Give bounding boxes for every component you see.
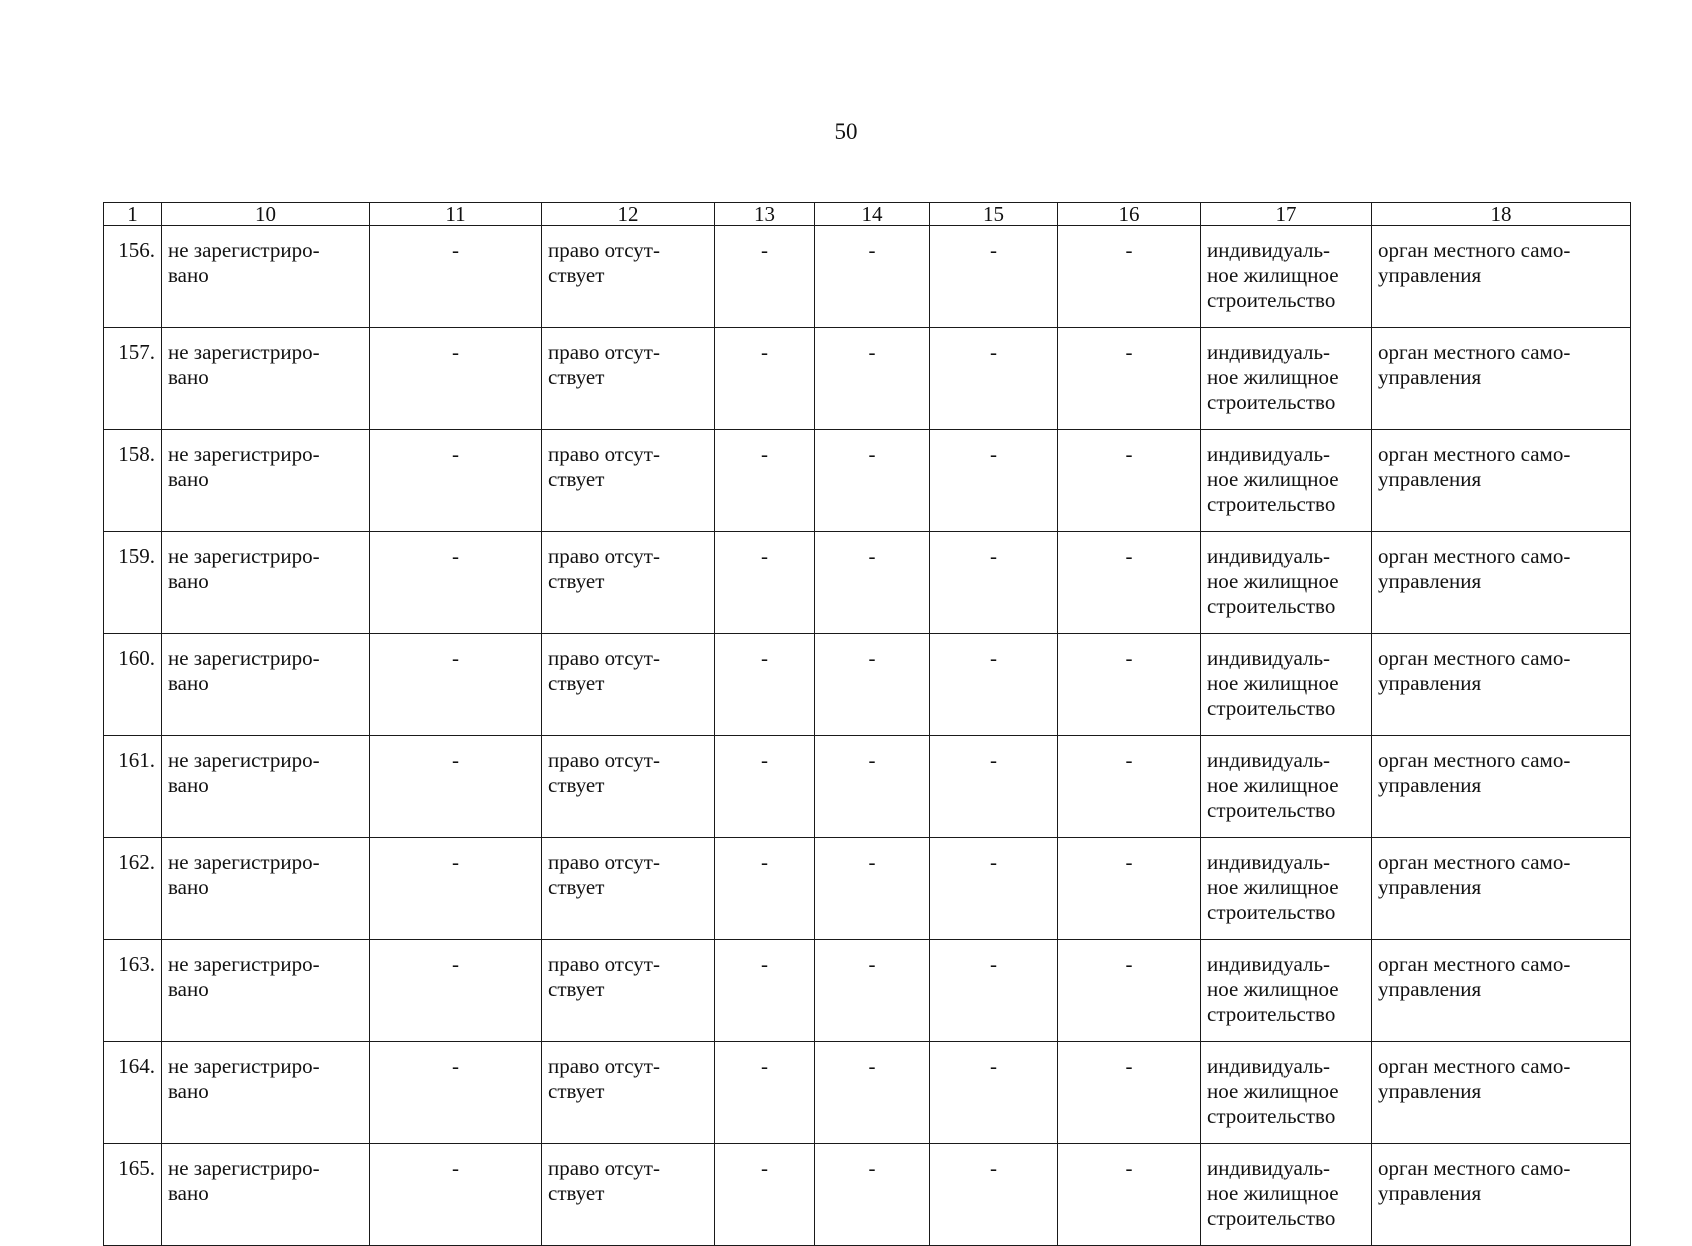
cell-col-14: - <box>815 430 930 532</box>
cell-line: не зарегистриро- <box>168 1156 320 1180</box>
cell-line: не зарегистриро- <box>168 544 320 568</box>
cell-line: строительство <box>1207 798 1336 822</box>
cell-line: ное жилищное <box>1207 671 1339 695</box>
cell-line: ствует <box>548 977 605 1001</box>
cell-line: право отсут- <box>548 442 660 466</box>
cell-col-14: - <box>815 328 930 430</box>
cell-col-16: - <box>1058 838 1201 940</box>
row-number: 164. <box>104 1042 162 1144</box>
cell-line: ное жилищное <box>1207 467 1339 491</box>
cell-line: вано <box>168 671 209 695</box>
cell-line: не зарегистриро- <box>168 646 320 670</box>
column-header: 13 <box>715 203 815 226</box>
right-status <box>542 1144 715 1246</box>
cell-line: не зарегистриро- <box>168 748 320 772</box>
column-header: 18 <box>1372 203 1631 226</box>
authority <box>1372 532 1631 634</box>
cell-line: право отсут- <box>548 238 660 262</box>
cell-col-14: - <box>815 532 930 634</box>
row-number: 160. <box>104 634 162 736</box>
row-number: 157. <box>104 328 162 430</box>
cell-line: управления <box>1378 773 1482 797</box>
registration-status <box>162 940 370 1042</box>
land-use-purpose <box>1201 634 1372 736</box>
cell-line: орган местного само- <box>1378 1156 1571 1180</box>
cell-line: орган местного само- <box>1378 952 1571 976</box>
cell-col-11: - <box>370 634 542 736</box>
cell-line: право отсут- <box>548 544 660 568</box>
page-number: 50 <box>834 119 858 144</box>
header-row <box>104 203 1631 226</box>
cell-col-15: - <box>930 328 1058 430</box>
cell-col-14: - <box>815 226 930 328</box>
column-header: 16 <box>1058 203 1201 226</box>
cell-col-15: - <box>930 940 1058 1042</box>
cell-col-14: - <box>815 736 930 838</box>
cell-line: строительство <box>1207 900 1336 924</box>
cell-line: ное жилищное <box>1207 773 1339 797</box>
cell-line: орган местного само- <box>1378 646 1571 670</box>
cell-line: ствует <box>548 671 605 695</box>
cell-line: управления <box>1378 1181 1482 1205</box>
authority <box>1372 1144 1631 1246</box>
cell-col-16: - <box>1058 940 1201 1042</box>
cell-line: управления <box>1378 569 1482 593</box>
cell-col-15: - <box>930 1144 1058 1246</box>
cell-line: вано <box>168 569 209 593</box>
cell-line: индивидуаль- <box>1207 238 1331 262</box>
cell-line: право отсут- <box>548 646 660 670</box>
cell-line: право отсут- <box>548 952 660 976</box>
cell-line: вано <box>168 875 209 899</box>
right-status <box>542 1042 715 1144</box>
cell-line: орган местного само- <box>1378 544 1571 568</box>
authority <box>1372 226 1631 328</box>
land-use-purpose <box>1201 736 1372 838</box>
registration-status <box>162 430 370 532</box>
cell-line: индивидуаль- <box>1207 952 1331 976</box>
table-row <box>104 430 1631 532</box>
cell-col-13: - <box>715 430 815 532</box>
cell-col-11: - <box>370 940 542 1042</box>
cell-col-14: - <box>815 838 930 940</box>
registration-status <box>162 634 370 736</box>
cell-line: ствует <box>548 773 605 797</box>
table-row <box>104 838 1631 940</box>
row-number: 163. <box>104 940 162 1042</box>
registration-status <box>162 226 370 328</box>
land-use-purpose <box>1201 430 1372 532</box>
cell-col-16: - <box>1058 328 1201 430</box>
cell-col-13: - <box>715 736 815 838</box>
cell-line: вано <box>168 365 209 389</box>
cell-col-16: - <box>1058 1144 1201 1246</box>
authority <box>1372 736 1631 838</box>
authority <box>1372 328 1631 430</box>
row-number: 165. <box>104 1144 162 1246</box>
row-number: 162. <box>104 838 162 940</box>
land-use-purpose <box>1201 1144 1372 1246</box>
cell-col-15: - <box>930 226 1058 328</box>
cell-col-15: - <box>930 430 1058 532</box>
land-use-purpose <box>1201 532 1372 634</box>
cell-col-16: - <box>1058 532 1201 634</box>
cell-col-11: - <box>370 838 542 940</box>
table-row <box>104 1042 1631 1144</box>
cell-line: строительство <box>1207 1002 1336 1026</box>
cell-col-13: - <box>715 226 815 328</box>
registration-status <box>162 1042 370 1144</box>
cell-col-11: - <box>370 1042 542 1144</box>
row-number: 156. <box>104 226 162 328</box>
cell-line: ное жилищное <box>1207 569 1339 593</box>
right-status <box>542 328 715 430</box>
cell-line: индивидуаль- <box>1207 1054 1331 1078</box>
cell-line: управления <box>1378 875 1482 899</box>
table-row <box>104 1144 1631 1246</box>
column-header: 1 <box>104 203 162 226</box>
cell-col-14: - <box>815 940 930 1042</box>
land-use-purpose <box>1201 940 1372 1042</box>
cell-col-13: - <box>715 1144 815 1246</box>
right-status <box>542 634 715 736</box>
cell-line: индивидуаль- <box>1207 850 1331 874</box>
right-status <box>542 940 715 1042</box>
cell-col-15: - <box>930 634 1058 736</box>
cell-col-16: - <box>1058 1042 1201 1144</box>
cell-line: строительство <box>1207 594 1336 618</box>
registration-status <box>162 736 370 838</box>
cell-line: индивидуаль- <box>1207 748 1331 772</box>
cell-col-13: - <box>715 838 815 940</box>
authority <box>1372 430 1631 532</box>
right-status <box>542 838 715 940</box>
cell-line: строительство <box>1207 288 1336 312</box>
cell-line: орган местного само- <box>1378 1054 1571 1078</box>
cell-col-14: - <box>815 1144 930 1246</box>
cell-line: орган местного само- <box>1378 850 1571 874</box>
cell-line: право отсут- <box>548 1156 660 1180</box>
cell-line: строительство <box>1207 492 1336 516</box>
column-header: 10 <box>162 203 370 226</box>
table-row <box>104 736 1631 838</box>
cell-line: ствует <box>548 263 605 287</box>
cell-col-13: - <box>715 1042 815 1144</box>
cell-line: индивидуаль- <box>1207 544 1331 568</box>
cell-col-15: - <box>930 736 1058 838</box>
cell-line: не зарегистриро- <box>168 850 320 874</box>
cell-line: управления <box>1378 671 1482 695</box>
column-header: 17 <box>1201 203 1372 226</box>
cell-col-11: - <box>370 532 542 634</box>
registry-table <box>103 202 1631 1246</box>
cell-line: вано <box>168 1181 209 1205</box>
registration-status <box>162 838 370 940</box>
cell-line: управления <box>1378 365 1482 389</box>
authority <box>1372 838 1631 940</box>
cell-col-13: - <box>715 940 815 1042</box>
column-header: 12 <box>542 203 715 226</box>
table-body <box>104 226 1631 1246</box>
cell-line: право отсут- <box>548 340 660 364</box>
table-row <box>104 328 1631 430</box>
cell-line: вано <box>168 263 209 287</box>
cell-line: индивидуаль- <box>1207 340 1331 364</box>
cell-line: орган местного само- <box>1378 748 1571 772</box>
table-row <box>104 940 1631 1042</box>
cell-col-13: - <box>715 328 815 430</box>
cell-col-13: - <box>715 532 815 634</box>
cell-line: орган местного само- <box>1378 238 1571 262</box>
land-use-purpose <box>1201 226 1372 328</box>
right-status <box>542 532 715 634</box>
right-status <box>542 736 715 838</box>
cell-line: не зарегистриро- <box>168 442 320 466</box>
cell-line: право отсут- <box>548 850 660 874</box>
cell-line: управления <box>1378 977 1482 1001</box>
cell-line: ствует <box>548 569 605 593</box>
authority <box>1372 1042 1631 1144</box>
cell-line: индивидуаль- <box>1207 646 1331 670</box>
cell-col-14: - <box>815 634 930 736</box>
cell-col-11: - <box>370 736 542 838</box>
cell-line: орган местного само- <box>1378 340 1571 364</box>
column-header: 11 <box>370 203 542 226</box>
cell-col-11: - <box>370 328 542 430</box>
table-row <box>104 634 1631 736</box>
cell-line: ствует <box>548 1079 605 1103</box>
cell-col-11: - <box>370 226 542 328</box>
cell-col-13: - <box>715 634 815 736</box>
cell-line: ное жилищное <box>1207 1181 1339 1205</box>
cell-col-11: - <box>370 1144 542 1246</box>
cell-line: ствует <box>548 875 605 899</box>
cell-line: не зарегистриро- <box>168 952 320 976</box>
row-number: 159. <box>104 532 162 634</box>
cell-line: ное жилищное <box>1207 365 1339 389</box>
cell-line: управления <box>1378 263 1482 287</box>
cell-col-16: - <box>1058 430 1201 532</box>
cell-line: строительство <box>1207 390 1336 414</box>
cell-col-14: - <box>815 1042 930 1144</box>
row-number: 161. <box>104 736 162 838</box>
table-row <box>104 532 1631 634</box>
authority <box>1372 634 1631 736</box>
column-header: 15 <box>930 203 1058 226</box>
cell-line: ствует <box>548 1181 605 1205</box>
cell-col-15: - <box>930 1042 1058 1144</box>
cell-line: ное жилищное <box>1207 263 1339 287</box>
registration-status <box>162 328 370 430</box>
column-header: 14 <box>815 203 930 226</box>
cell-line: вано <box>168 977 209 1001</box>
land-use-purpose <box>1201 838 1372 940</box>
cell-line: не зарегистриро- <box>168 238 320 262</box>
land-use-purpose <box>1201 1042 1372 1144</box>
row-number: 158. <box>104 430 162 532</box>
table-row <box>104 226 1631 328</box>
cell-col-16: - <box>1058 736 1201 838</box>
right-status <box>542 430 715 532</box>
cell-col-15: - <box>930 532 1058 634</box>
cell-line: индивидуаль- <box>1207 1156 1331 1180</box>
cell-line: право отсут- <box>548 748 660 772</box>
cell-line: ное жилищное <box>1207 875 1339 899</box>
cell-line: строительство <box>1207 696 1336 720</box>
cell-col-16: - <box>1058 226 1201 328</box>
cell-line: строительство <box>1207 1206 1336 1230</box>
cell-line: вано <box>168 1079 209 1103</box>
cell-line: орган местного само- <box>1378 442 1571 466</box>
cell-line: управления <box>1378 1079 1482 1103</box>
cell-line: ное жилищное <box>1207 977 1339 1001</box>
cell-line: ное жилищное <box>1207 1079 1339 1103</box>
authority <box>1372 940 1631 1042</box>
right-status <box>542 226 715 328</box>
cell-line: строительство <box>1207 1104 1336 1128</box>
cell-col-15: - <box>930 838 1058 940</box>
cell-line: не зарегистриро- <box>168 1054 320 1078</box>
cell-line: ствует <box>548 467 605 491</box>
cell-line: управления <box>1378 467 1482 491</box>
cell-col-11: - <box>370 430 542 532</box>
registration-status <box>162 1144 370 1246</box>
cell-line: право отсут- <box>548 1054 660 1078</box>
cell-col-16: - <box>1058 634 1201 736</box>
cell-line: не зарегистриро- <box>168 340 320 364</box>
cell-line: индивидуаль- <box>1207 442 1331 466</box>
cell-line: ствует <box>548 365 605 389</box>
cell-line: вано <box>168 773 209 797</box>
cell-line: вано <box>168 467 209 491</box>
land-use-purpose <box>1201 328 1372 430</box>
registration-status <box>162 532 370 634</box>
